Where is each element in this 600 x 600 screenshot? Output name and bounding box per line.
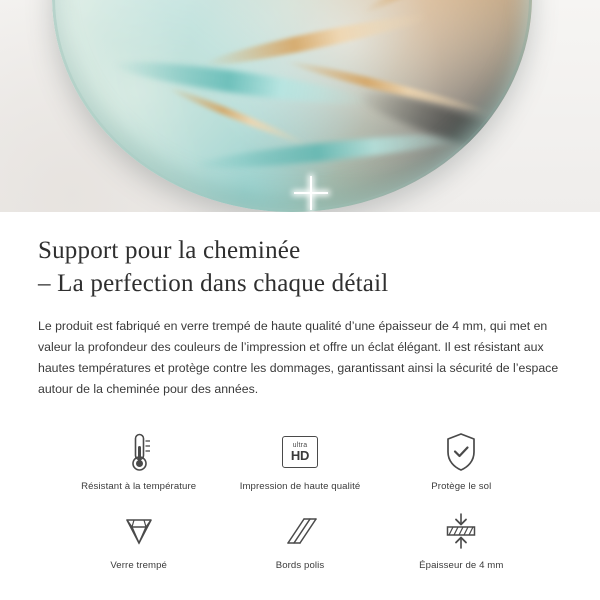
feature-item-print-quality xyxy=(219,423,380,496)
feature-label: Bords polis xyxy=(275,559,325,571)
feature-label: Résistant à la température xyxy=(81,480,197,492)
glass-teal-streak xyxy=(112,54,373,112)
feature-item-temperature xyxy=(58,423,219,496)
diamond-icon xyxy=(62,508,215,554)
content-area xyxy=(0,212,600,575)
round-glass-panel-image xyxy=(52,0,532,212)
feature-item-polished-edges xyxy=(219,502,380,575)
description-paragraph: Le produit est fabriqué en verre trempé de haute qualité d’une épaisseur de 4 mm, qui met en valeur la profondeur des couleurs de l’impression et offre un éclat élégant. Il est résistant aux hautes températures et protège contre les dommages, garantissant ainsi la sécurité de l’espace autour de la cheminée pour des années. xyxy=(38,319,559,397)
glass-gold-streak xyxy=(284,57,490,118)
headline-line-2: – La perfection dans chaque détail xyxy=(38,270,389,297)
thickness-arrows-icon xyxy=(385,508,538,554)
feature-label: Protège le sol xyxy=(431,480,492,492)
ultra-hd-bottom-text: HD xyxy=(290,447,310,463)
glass-gold-streak xyxy=(360,0,532,18)
polished-edges-icon xyxy=(223,508,376,554)
feature-label: Impression de haute qualité xyxy=(239,480,361,492)
ultra-hd-top-text: ultra xyxy=(292,441,308,449)
feature-label: Épaisseur de 4 mm xyxy=(419,559,504,571)
glass-gold-streak xyxy=(203,8,431,71)
glass-teal-streak xyxy=(192,127,472,174)
glass-dark-streak xyxy=(353,80,532,173)
ultra-hd-icon xyxy=(223,429,376,475)
feature-item-floor-protection xyxy=(381,423,542,496)
feature-grid xyxy=(38,423,562,575)
hero-image xyxy=(0,0,600,212)
feature-label: Verre trempé xyxy=(110,559,167,571)
headline-line-1: Support pour la cheminée xyxy=(38,237,301,264)
shield-check-icon xyxy=(385,429,538,475)
feature-item-tempered-glass xyxy=(58,502,219,575)
page-title xyxy=(38,234,562,300)
thermometer-icon xyxy=(62,429,215,475)
feature-item-thickness xyxy=(381,502,542,575)
glass-gold-streak xyxy=(166,84,308,148)
